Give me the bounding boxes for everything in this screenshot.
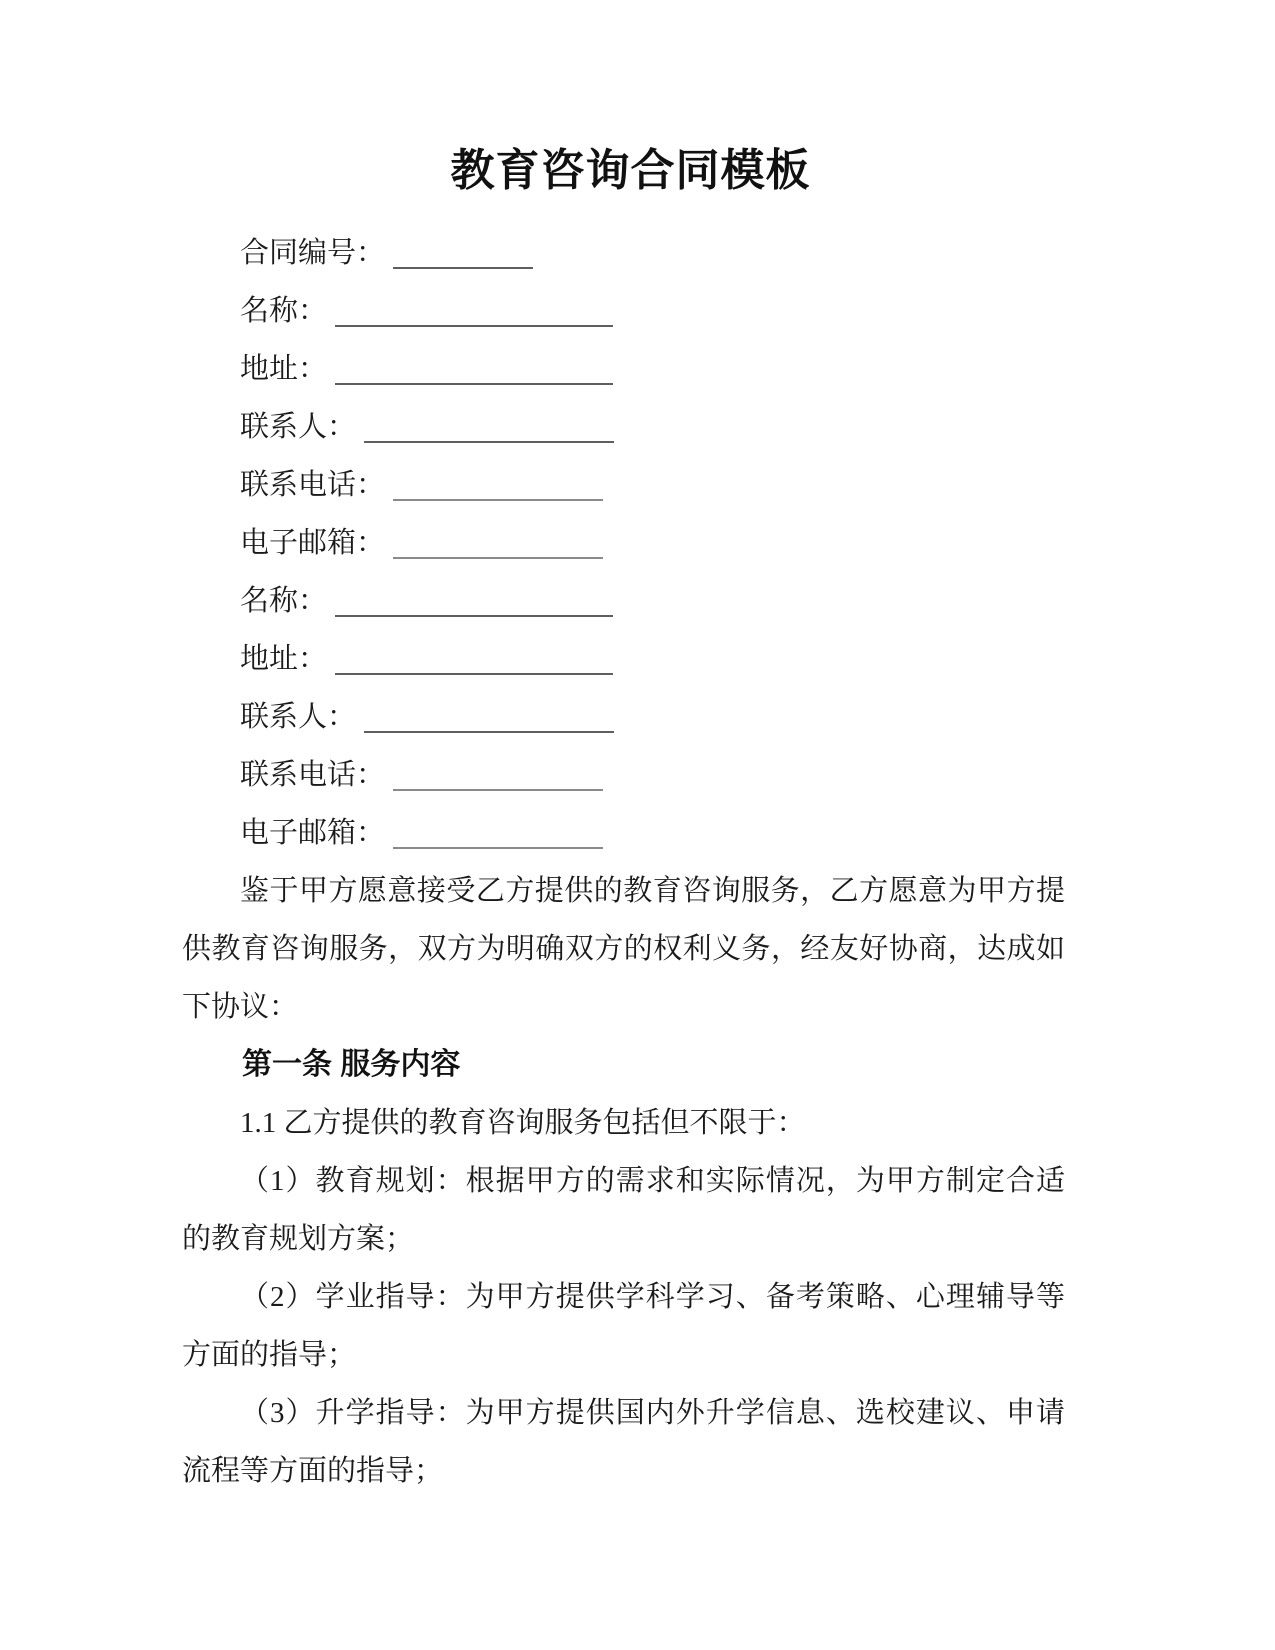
party-b-name-blank-line xyxy=(335,615,613,617)
field-row-party-a-name xyxy=(182,282,1065,340)
field-row-party-b-phone xyxy=(182,746,1065,804)
party-a-name-blank-line xyxy=(335,325,613,327)
party-b-name-label: 名称： xyxy=(240,585,328,617)
party-b-email-blank-line xyxy=(393,847,603,849)
contract-number-label: 合同编号： xyxy=(240,237,386,269)
intro-paragraph: 鉴于甲方愿意接受乙方提供的教育咨询服务，乙方愿意为甲方提供教育咨询服务，双方为明确双方的权利义务，经友好协商，达成如下协议： xyxy=(182,875,1065,1023)
clause-1-1: 1.1 乙方提供的教育咨询服务包括但不限于： xyxy=(240,1107,806,1139)
field-row-party-a-phone xyxy=(182,456,1065,514)
party-a-email-blank-line xyxy=(393,557,603,559)
party-b-address-label: 地址： xyxy=(240,643,328,675)
party-b-phone-blank-line xyxy=(393,789,603,791)
document-title: 教育咨询合同模板 xyxy=(450,146,811,195)
party-b-phone-label: 联系电话： xyxy=(240,759,386,791)
fill-in-fields-section xyxy=(182,224,1065,862)
service-item-2-academic-guidance: （2）学业指导：为甲方提供学科学习、备考策略、心理辅导等方面的指导； xyxy=(182,1281,1065,1371)
contract-number-blank-line xyxy=(393,267,533,269)
party-a-email-label: 电子邮箱： xyxy=(240,527,386,559)
party-a-address-label: 地址： xyxy=(240,353,328,385)
service-item-3-admission-guidance: （3）升学指导：为甲方提供国内外升学信息、选校建议、申请流程等方面的指导； xyxy=(182,1397,1065,1487)
field-row-party-b-address xyxy=(182,630,1065,688)
service-item-1-education-planning: （1）教育规划：根据甲方的需求和实际情况，为甲方制定合适的教育规划方案； xyxy=(182,1165,1065,1255)
article-1-heading: 第一条 服务内容 xyxy=(242,1048,461,1081)
party-a-contact-person-blank-line xyxy=(364,441,614,443)
party-a-phone-blank-line xyxy=(393,499,603,501)
field-row-party-b-email xyxy=(182,804,1065,862)
field-row-party-a-address xyxy=(182,340,1065,398)
party-b-email-label: 电子邮箱： xyxy=(240,817,386,849)
party-a-name-label: 名称： xyxy=(240,295,328,327)
party-b-address-blank-line xyxy=(335,673,613,675)
field-row-party-b-contact-person xyxy=(182,688,1065,746)
party-a-contact-person-label: 联系人： xyxy=(240,411,357,443)
field-row-contract-number xyxy=(182,224,1065,282)
party-b-contact-person-blank-line xyxy=(364,731,614,733)
party-a-phone-label: 联系电话： xyxy=(240,469,386,501)
party-a-address-blank-line xyxy=(335,383,613,385)
field-row-party-b-name xyxy=(182,572,1065,630)
field-row-party-a-email xyxy=(182,514,1065,572)
field-row-party-a-contact-person xyxy=(182,398,1065,456)
party-b-contact-person-label: 联系人： xyxy=(240,701,357,733)
